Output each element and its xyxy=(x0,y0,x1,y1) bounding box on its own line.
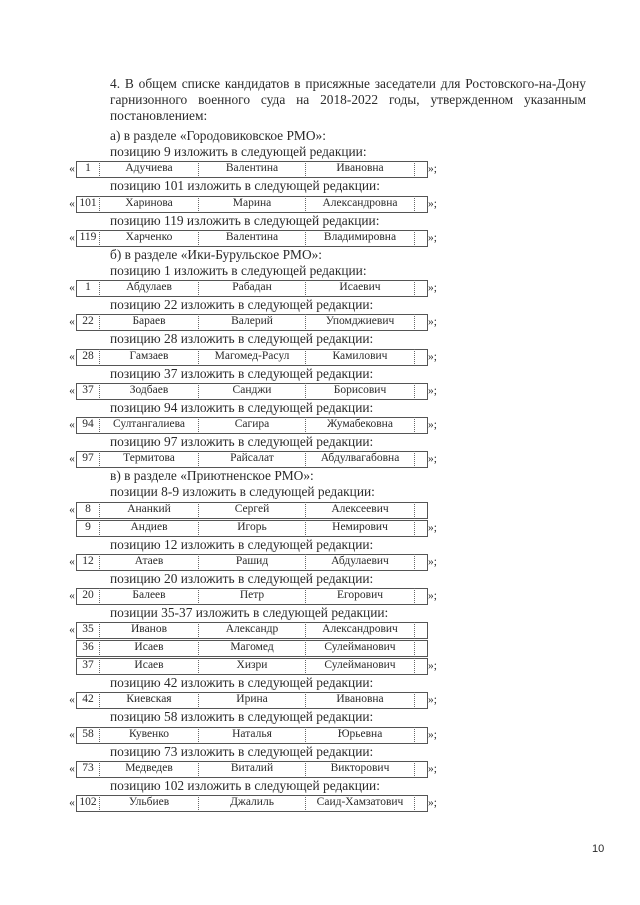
last-name: Медведев xyxy=(100,761,199,776)
amendment-instruction: позицию 119 изложить в следующей редакции: xyxy=(110,212,380,228)
position-number: 1 xyxy=(77,280,100,295)
close-quote: »; xyxy=(428,797,437,809)
empty-cell xyxy=(415,761,426,776)
close-quote: »; xyxy=(428,762,437,775)
patronymic: Борисович xyxy=(306,383,415,398)
close-quote: »; xyxy=(428,384,437,397)
first-name: Валентина xyxy=(199,230,306,245)
last-name: Кувенко xyxy=(100,727,199,742)
patronymic: Упомджиевич xyxy=(306,314,415,329)
close-quote: »; xyxy=(428,453,437,466)
patronymic: Владимировна xyxy=(306,230,415,245)
position-number: 8 xyxy=(77,502,100,517)
close-quote: »; xyxy=(428,694,437,707)
table-row xyxy=(66,657,440,675)
empty-cell xyxy=(415,588,426,603)
close-quote: »; xyxy=(428,555,437,568)
intro-paragraph xyxy=(62,76,586,124)
amendment-instruction: позицию 42 изложить в следующей редакции: xyxy=(110,675,374,691)
amendment-instruction: позицию 1 изложить в следующей редакции: xyxy=(110,263,367,278)
empty-cell xyxy=(415,230,426,245)
section-heading: в) в разделе «Приютненское РМО»: xyxy=(110,468,314,484)
position-number: 36 xyxy=(77,640,100,655)
table-row xyxy=(66,553,440,571)
first-name: Ирина xyxy=(199,692,306,707)
amendment-instruction: позицию 37 изложить в следующей редакции: xyxy=(110,365,374,381)
patronymic: Абдулаевич xyxy=(306,554,415,569)
close-quote: »; xyxy=(428,521,437,534)
first-name: Петр xyxy=(199,588,306,603)
first-name: Александр xyxy=(199,622,306,637)
table-row xyxy=(66,519,440,537)
position-number: 102 xyxy=(77,795,100,810)
patronymic: Егорович xyxy=(306,588,415,603)
first-name: Валентина xyxy=(199,161,306,176)
first-name: Магомед-Расул xyxy=(199,349,306,364)
amendment-instruction: позицию 97 изложить в следующей редакции: xyxy=(110,434,374,449)
table-row xyxy=(66,160,440,178)
intro-text: 4. В общем списке кандидатов в присяжные заседатели для Ростовского-на-Дону гарнизонного военного суда на 2018-2022 годы, утвержденном указанным постановлением: xyxy=(110,76,586,123)
close-quote: »; xyxy=(428,350,437,363)
patronymic: Сулейманович xyxy=(306,658,415,673)
amendment-instruction: позицию 22 изложить в следующей редакции: xyxy=(110,297,374,313)
table-row xyxy=(66,794,440,812)
amendment-instruction: позицию 58 изложить в следующей редакции: xyxy=(110,709,374,725)
position-number: 28 xyxy=(77,349,100,364)
last-name: Харченко xyxy=(100,230,199,245)
empty-cell xyxy=(415,502,426,517)
last-name: Атаев xyxy=(100,554,199,569)
last-name: Султангалиева xyxy=(100,417,199,432)
empty-cell xyxy=(415,554,426,569)
last-name: Исаев xyxy=(100,658,199,673)
open-quote: « xyxy=(69,453,75,466)
open-quote: « xyxy=(69,316,75,329)
position-number: 12 xyxy=(77,554,100,569)
close-quote: »; xyxy=(428,660,437,673)
close-quote: »; xyxy=(428,282,437,295)
table-row xyxy=(66,501,440,519)
amendment-instruction: позицию 12 изложить в следующей редакции: xyxy=(110,536,374,552)
first-name: Хизри xyxy=(199,658,306,673)
last-name: Ульбиев xyxy=(100,795,199,810)
patronymic: Юрьевна xyxy=(306,727,415,742)
empty-cell xyxy=(415,417,426,432)
last-name: Исаев xyxy=(100,640,199,655)
close-quote: »; xyxy=(428,163,437,176)
amendment-instruction: позицию 102 изложить в следующей редакции: xyxy=(110,777,380,793)
last-name: Бараев xyxy=(100,314,199,329)
last-name: Зодбаев xyxy=(100,383,199,398)
patronymic: Жумабековна xyxy=(306,417,415,432)
page-number: 10 xyxy=(592,843,605,855)
empty-cell xyxy=(415,640,426,655)
first-name: Сагира xyxy=(199,417,306,432)
patronymic: Алексеевич xyxy=(306,502,415,517)
open-quote: « xyxy=(69,694,75,707)
table-row xyxy=(66,587,440,605)
table-row xyxy=(66,229,440,247)
table-row xyxy=(66,450,440,468)
open-quote: « xyxy=(69,231,75,244)
empty-cell xyxy=(415,727,426,742)
close-quote: »; xyxy=(428,728,437,741)
patronymic: Ивановна xyxy=(306,692,415,707)
open-quote: « xyxy=(69,197,75,210)
position-number: 42 xyxy=(77,692,100,707)
open-quote: « xyxy=(69,555,75,568)
first-name: Санджи xyxy=(199,383,306,398)
table-row xyxy=(66,416,440,434)
empty-cell xyxy=(415,622,426,637)
last-name: Харинова xyxy=(100,196,199,211)
first-name: Рашид xyxy=(199,554,306,569)
table-row xyxy=(66,195,440,213)
last-name: Иванов xyxy=(100,622,199,637)
section-heading: б) в разделе «Ики-Бурульское РМО»: xyxy=(110,246,323,262)
position-number: 119 xyxy=(77,230,100,245)
position-number: 35 xyxy=(77,622,100,637)
first-name: Джалиль xyxy=(199,795,306,810)
patronymic: Немирович xyxy=(306,520,415,535)
open-quote: « xyxy=(69,350,75,363)
position-number: 9 xyxy=(77,520,100,535)
close-quote: »; xyxy=(428,590,437,602)
open-quote: « xyxy=(69,624,75,637)
table-row xyxy=(66,639,440,657)
patronymic: Исаевич xyxy=(306,280,415,295)
amendment-instruction: позиции 35-37 изложить в следующей редакции: xyxy=(110,605,389,620)
open-quote: « xyxy=(69,384,75,397)
open-quote: « xyxy=(69,590,75,602)
empty-cell xyxy=(415,520,426,535)
empty-cell xyxy=(415,161,426,176)
open-quote: « xyxy=(69,163,75,176)
first-name: Марина xyxy=(199,196,306,211)
amendment-instruction: позиции 8-9 изложить в следующей редакции: xyxy=(110,484,375,500)
close-quote: »; xyxy=(428,316,437,329)
position-number: 73 xyxy=(77,761,100,776)
patronymic: Викторович xyxy=(306,761,415,776)
empty-cell xyxy=(415,383,426,398)
first-name: Виталий xyxy=(199,761,306,776)
last-name: Термитова xyxy=(100,451,199,466)
patronymic: Саид-Хамзатович xyxy=(306,795,415,810)
empty-cell xyxy=(415,795,426,810)
table-row xyxy=(66,279,440,297)
first-name: Рабадан xyxy=(199,280,306,295)
open-quote: « xyxy=(69,503,75,516)
patronymic: Александрович xyxy=(306,622,415,637)
empty-cell xyxy=(415,692,426,707)
first-name: Валерий xyxy=(199,314,306,329)
empty-cell xyxy=(415,280,426,295)
position-number: 37 xyxy=(77,658,100,673)
empty-cell xyxy=(415,196,426,211)
table-row xyxy=(66,313,440,331)
last-name: Андиев xyxy=(100,520,199,535)
table-row xyxy=(66,726,440,744)
first-name: Магомед xyxy=(199,640,306,655)
amendment-instruction: позицию 101 изложить в следующей редакции: xyxy=(110,178,380,194)
empty-cell xyxy=(415,349,426,364)
table-row xyxy=(66,382,440,400)
open-quote: « xyxy=(69,419,75,431)
patronymic: Ивановна xyxy=(306,161,415,176)
close-quote: »; xyxy=(428,231,437,244)
amendment-instruction: позицию 73 изложить в следующей редакции: xyxy=(110,743,374,759)
amendment-instruction: позицию 9 изложить в следующей редакции: xyxy=(110,144,367,160)
last-name: Ананкий xyxy=(100,502,199,517)
open-quote: « xyxy=(69,728,75,741)
position-number: 94 xyxy=(77,417,100,432)
amendment-instruction: позицию 94 изложить в следующей редакции: xyxy=(110,399,374,415)
patronymic: Александровна xyxy=(306,196,415,211)
position-number: 22 xyxy=(77,314,100,329)
open-quote: « xyxy=(69,762,75,775)
position-number: 58 xyxy=(77,727,100,742)
patronymic: Сулейманович xyxy=(306,640,415,655)
last-name: Адучиева xyxy=(100,161,199,176)
last-name: Балеев xyxy=(100,588,199,603)
last-name: Киевская xyxy=(100,692,199,707)
table-row xyxy=(66,348,440,366)
close-quote: »; xyxy=(428,419,437,431)
table-row xyxy=(66,621,440,639)
amendment-instruction: позицию 28 изложить в следующей редакции: xyxy=(110,331,374,347)
first-name: Райсалат xyxy=(199,451,306,466)
amendment-instruction: позицию 20 изложить в следующей редакции: xyxy=(110,570,374,586)
first-name: Наталья xyxy=(199,727,306,742)
open-quote: « xyxy=(69,797,75,809)
position-number: 101 xyxy=(77,196,100,211)
position-number: 1 xyxy=(77,161,100,176)
last-name: Абдулаев xyxy=(100,280,199,295)
empty-cell xyxy=(415,658,426,673)
patronymic: Камилович xyxy=(306,349,415,364)
position-number: 97 xyxy=(77,451,100,466)
close-quote: »; xyxy=(428,197,437,210)
empty-cell xyxy=(415,451,426,466)
last-name: Гамзаев xyxy=(100,349,199,364)
open-quote: « xyxy=(69,282,75,295)
first-name: Сергей xyxy=(199,502,306,517)
position-number: 20 xyxy=(77,588,100,603)
first-name: Игорь xyxy=(199,520,306,535)
section-heading: а) в разделе «Городовиковское РМО»: xyxy=(110,128,326,143)
table-row xyxy=(66,760,440,778)
patronymic: Абдулвагабовна xyxy=(306,451,415,466)
table-row xyxy=(66,691,440,709)
position-number: 37 xyxy=(77,383,100,398)
empty-cell xyxy=(415,314,426,329)
